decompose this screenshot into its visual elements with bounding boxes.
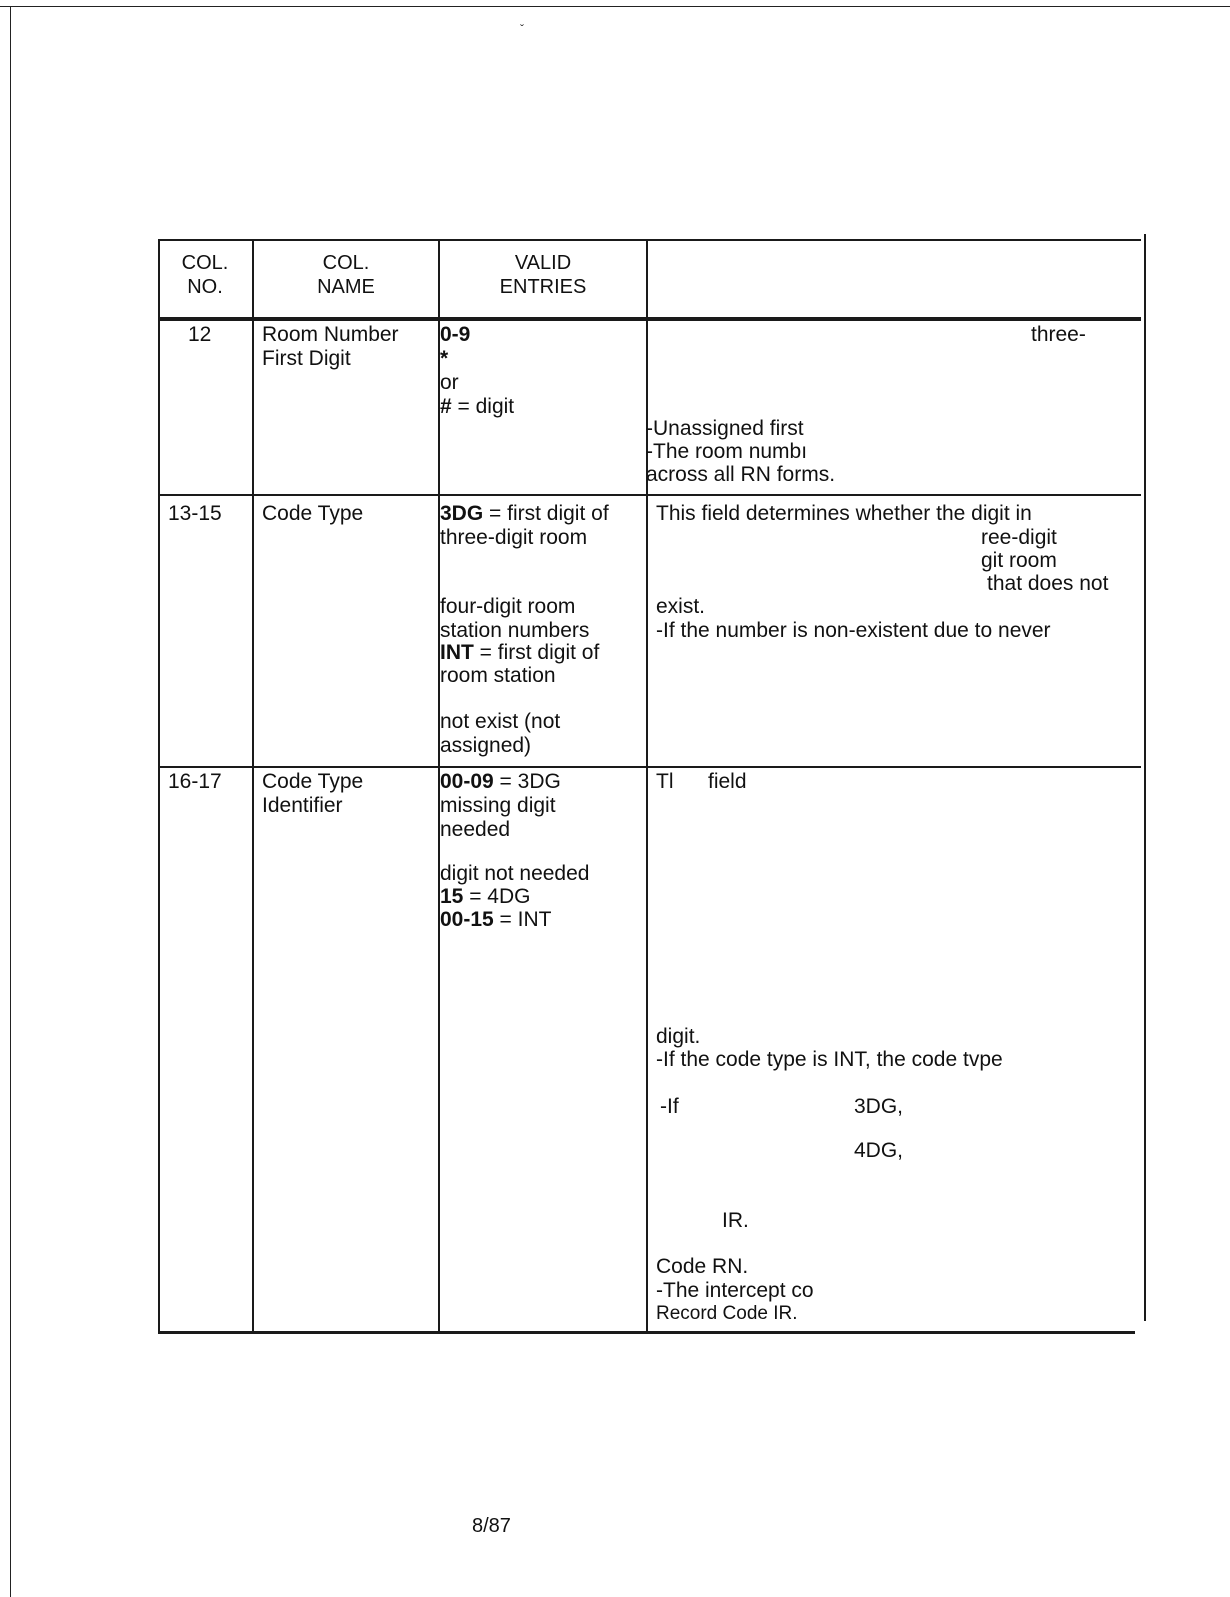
column-rule [1144, 234, 1146, 1321]
description-line: Record Code IR. [656, 1303, 798, 1324]
col-name-line: Code Type [262, 770, 364, 793]
scan-artifact: ˇ [520, 22, 524, 36]
entry-line: digit not needed [440, 862, 590, 885]
entry-line [440, 641, 599, 665]
description-line: IR. [722, 1209, 749, 1232]
description-line: three- [1031, 323, 1086, 346]
header-bottom-rule [158, 317, 1141, 321]
description-line: 3DG, [854, 1095, 904, 1118]
col-no-cell: 16-17 [168, 770, 222, 793]
description-line: exist. [656, 595, 706, 618]
entry-text: = digit [451, 395, 515, 418]
entry-line: needed [440, 818, 511, 841]
entry-code: INT [440, 641, 474, 664]
description-line: across all RN forms. [646, 463, 836, 486]
header-line: NO. [187, 276, 223, 298]
entry-line: missing digit [440, 794, 556, 817]
description-line: digit. [656, 1025, 701, 1048]
entry-line: assigned) [440, 734, 532, 757]
entry-line [440, 770, 561, 794]
column-rule [252, 239, 254, 1334]
entry-line: 0-9 [440, 323, 471, 346]
col-name-line: Code Type [262, 502, 364, 525]
header-line: ENTRIES [499, 276, 587, 298]
description-line: This field determines whether the digit in [656, 502, 1032, 525]
page-footer-date: 8/87 [472, 1515, 511, 1537]
description-line: -If the code type is INT, the code tvpe [656, 1048, 1003, 1071]
row-divider [158, 766, 1141, 768]
table-top-rule [158, 239, 1141, 241]
entry-text: = first digit of [473, 641, 600, 664]
entry-line: room station [440, 664, 556, 687]
entry-line: three-digit room [440, 526, 588, 549]
col-no-cell: 12 [188, 323, 212, 346]
description-line: -The intercept co [656, 1279, 814, 1302]
column-rule [646, 239, 648, 1334]
entry-line [440, 885, 530, 909]
entry-line: * [440, 347, 449, 370]
entry-text: = 3DG [493, 770, 561, 793]
entry-line: station numbers [440, 619, 590, 642]
entry-code: 15 [440, 885, 464, 908]
entry-text: = 4DG [463, 885, 531, 908]
description-line: ree-digit [981, 526, 1057, 549]
entry-line [440, 908, 551, 932]
column-spec-table [158, 239, 1146, 1355]
col-name-line: First Digit [262, 347, 351, 370]
entry-code: # [440, 395, 452, 418]
entry-code: 00-09 [440, 770, 494, 793]
page-left-rule [10, 6, 11, 1597]
description-line: Code RN. [656, 1255, 749, 1278]
col-name-line: Identifier [262, 794, 343, 817]
entry-text: = INT [493, 908, 552, 931]
page-top-rule [0, 6, 1230, 7]
column-rule [158, 239, 160, 1334]
description-line: git room [981, 549, 1057, 572]
header-line: COL. [181, 252, 229, 274]
description-line: field [708, 770, 747, 793]
description-line: -Unassigned first [646, 417, 804, 440]
row-divider [158, 494, 1141, 496]
entry-line [440, 395, 514, 419]
header-line: NAME [317, 276, 375, 298]
header-line: VALID [514, 252, 572, 274]
entry-line: or [440, 371, 459, 394]
entry-code: 3DG [440, 502, 484, 525]
entry-text: = first digit of [483, 502, 609, 525]
entry-line: four-digit room [440, 595, 576, 618]
description-line: that does not [987, 572, 1109, 595]
description-line: 4DG, [854, 1139, 904, 1162]
description-line: -The room numbı [646, 440, 808, 463]
entry-line: not exist (not [440, 710, 561, 733]
col-name-line: Room Number [262, 323, 399, 346]
description-line: Tl [656, 770, 674, 793]
description-line: -If the number is non-existent due to never [656, 619, 1051, 642]
col-no-cell: 13-15 [168, 502, 222, 525]
header-line: COL. [322, 252, 370, 274]
entry-code: 00-15 [440, 908, 494, 931]
description-line: -If [660, 1095, 679, 1118]
entry-line [440, 502, 609, 526]
